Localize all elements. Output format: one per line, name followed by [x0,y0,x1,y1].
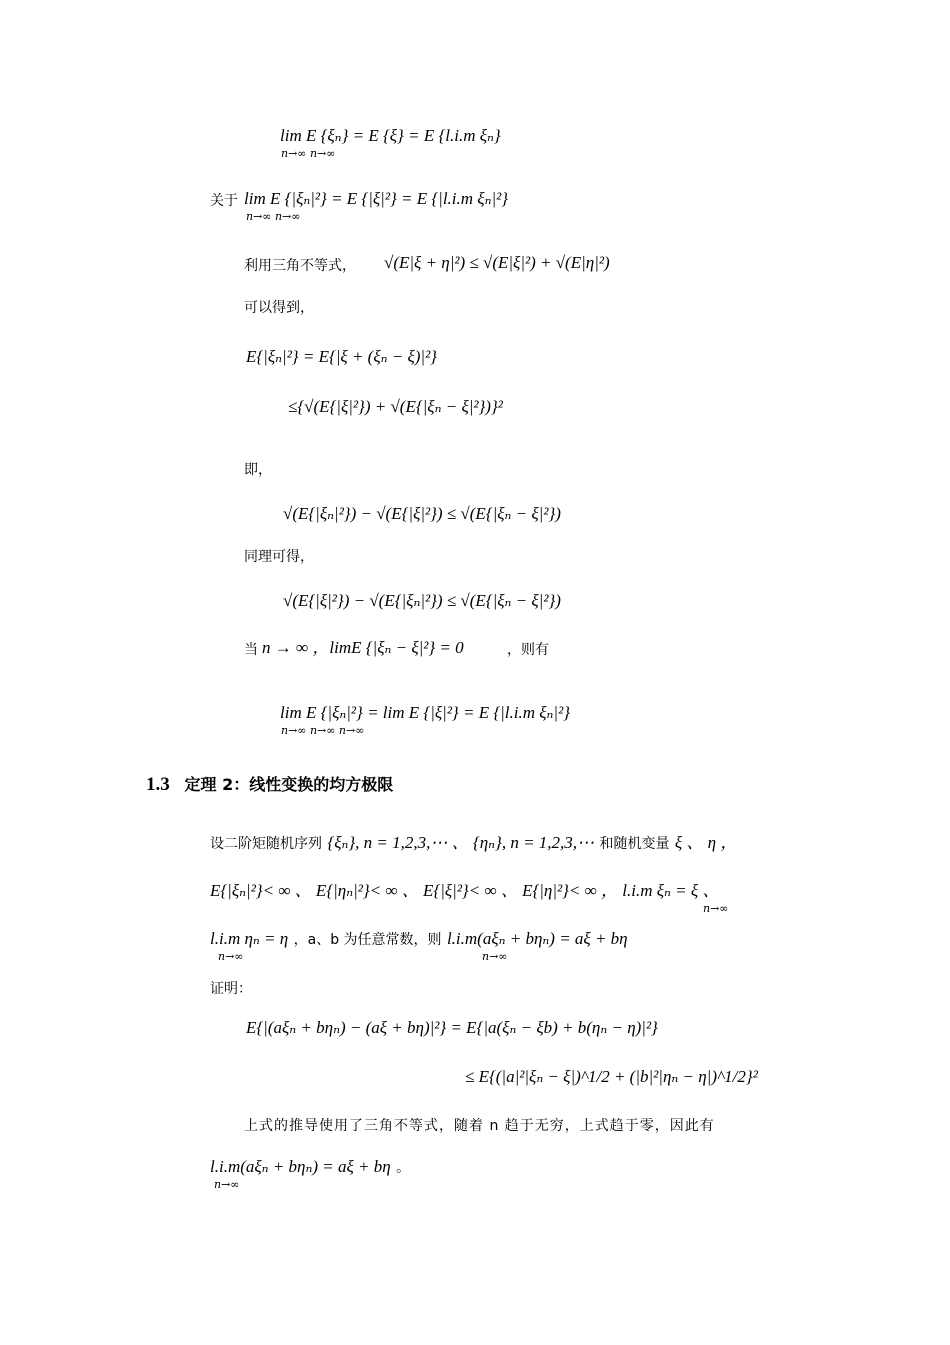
equation-expansion: E{|ξₙ|²} = E{|ξ + (ξₙ − ξ)|²} [246,347,437,366]
proof-equation-1: E{|(aξₙ + bηₙ) − (aξ + bη)|²} = E{|a(ξₙ − ξb) + b(ηₙ − η)|²} [246,1018,658,1037]
equation-triangle-inequality: √(E|ξ + η|²) ≤ √(E|ξ|²) + √(E|η|²) [384,253,610,272]
equation-bound: ≤{√(E{|ξ|²}) + √(E{|ξₙ − ξ|²})}² [288,397,503,416]
section-heading [146,774,393,797]
proof-conclusion-text: 上式的推导使用了三角不等式，随着 n 趋于无穷，上式趋于零，因此有 [244,1118,715,1134]
limit-subscript: n→∞ n→∞ [281,147,336,160]
text-can-obtain: 可以得到， [244,300,314,316]
math-random-vars: ξ 、 η ， [674,833,738,852]
section-title: 定理 2：线性变换的均方极限 [184,775,394,794]
proof-label: 证明： [210,981,252,997]
text-about: 关于 [210,193,238,209]
text-triangle-inequality: 利用三角不等式， [244,258,356,274]
limit-subscript: n→∞ n→∞ [246,210,301,223]
limit-subscript: n→∞ [214,1178,240,1191]
limit-subscript: n→∞ [703,902,729,915]
proof-equation-2: ≤ E{(|a|²|ξₙ − ξ|)^1/2 + (|b|²|ηₙ − η|)^1/2}² [465,1067,758,1086]
math-final-result: l.i.m(aξₙ + bηₙ) = aξ + bη [210,1157,391,1176]
math-linear-limit: l.i.m(aξₙ + bηₙ) = aξ + bη [446,929,628,948]
section-number: 1.3 [146,774,170,795]
proof-final-line [210,1157,410,1177]
text-when: 当 [244,642,258,658]
equation-limit-zero: n → ∞ ，limE {|ξₙ − ξ|²} = 0 [262,638,464,657]
equation-limit-result: lim E {|ξₙ|²} = lim E {|ξ|²} = E {|l.i.m ξₙ|²} [280,703,571,722]
text-arbitrary-constants: ，a、b 为任意常数，则 [293,932,442,948]
math-sequences: {ξₙ}, n = 1,2,3,⋯ 、 {ηₙ}, n = 1,2,3,⋯ [327,833,595,852]
limit-subscript: n→∞ n→∞ n→∞ [281,724,365,737]
text-and-random-vars: 和随机变量 [599,836,670,852]
equation-limit-second-moment: lim E {|ξₙ|²} = E {|ξ|²} = E {|l.i.m ξₙ|²} [244,189,509,208]
math-eta-limit: l.i.m ηₙ = η [210,929,289,948]
equation-difference-1: √(E{|ξₙ|²}) − √(E{|ξ|²}) ≤ √(E{|ξₙ − ξ|²}) [283,504,561,523]
text-period: 。 [396,1160,411,1176]
text-similarly: 同理可得， [244,549,314,565]
theorem-conditions: E{|ξₙ|²}< ∞ 、 E{|ηₙ|²}< ∞ 、 E{|ξ|²}< ∞ 、 E{|η|²}< ∞ ， l.i.m ξₙ = ξ 、 [210,881,720,900]
text-then: ，则有 [507,642,549,658]
limit-subscript: n→∞ [218,950,244,963]
theorem-line-3 [210,929,628,949]
theorem-line-1 [210,833,737,853]
text-namely: 即， [244,462,272,478]
equation-difference-2: √(E{|ξ|²}) − √(E{|ξₙ|²}) ≤ √(E{|ξₙ − ξ|²}) [283,591,561,610]
equation-limit-expectation: lim E {ξₙ} = E {ξ} = E {l.i.m ξₙ} [280,126,501,145]
limit-subscript: n→∞ [482,950,508,963]
text-theorem-intro: 设二阶矩随机序列 [210,836,322,852]
